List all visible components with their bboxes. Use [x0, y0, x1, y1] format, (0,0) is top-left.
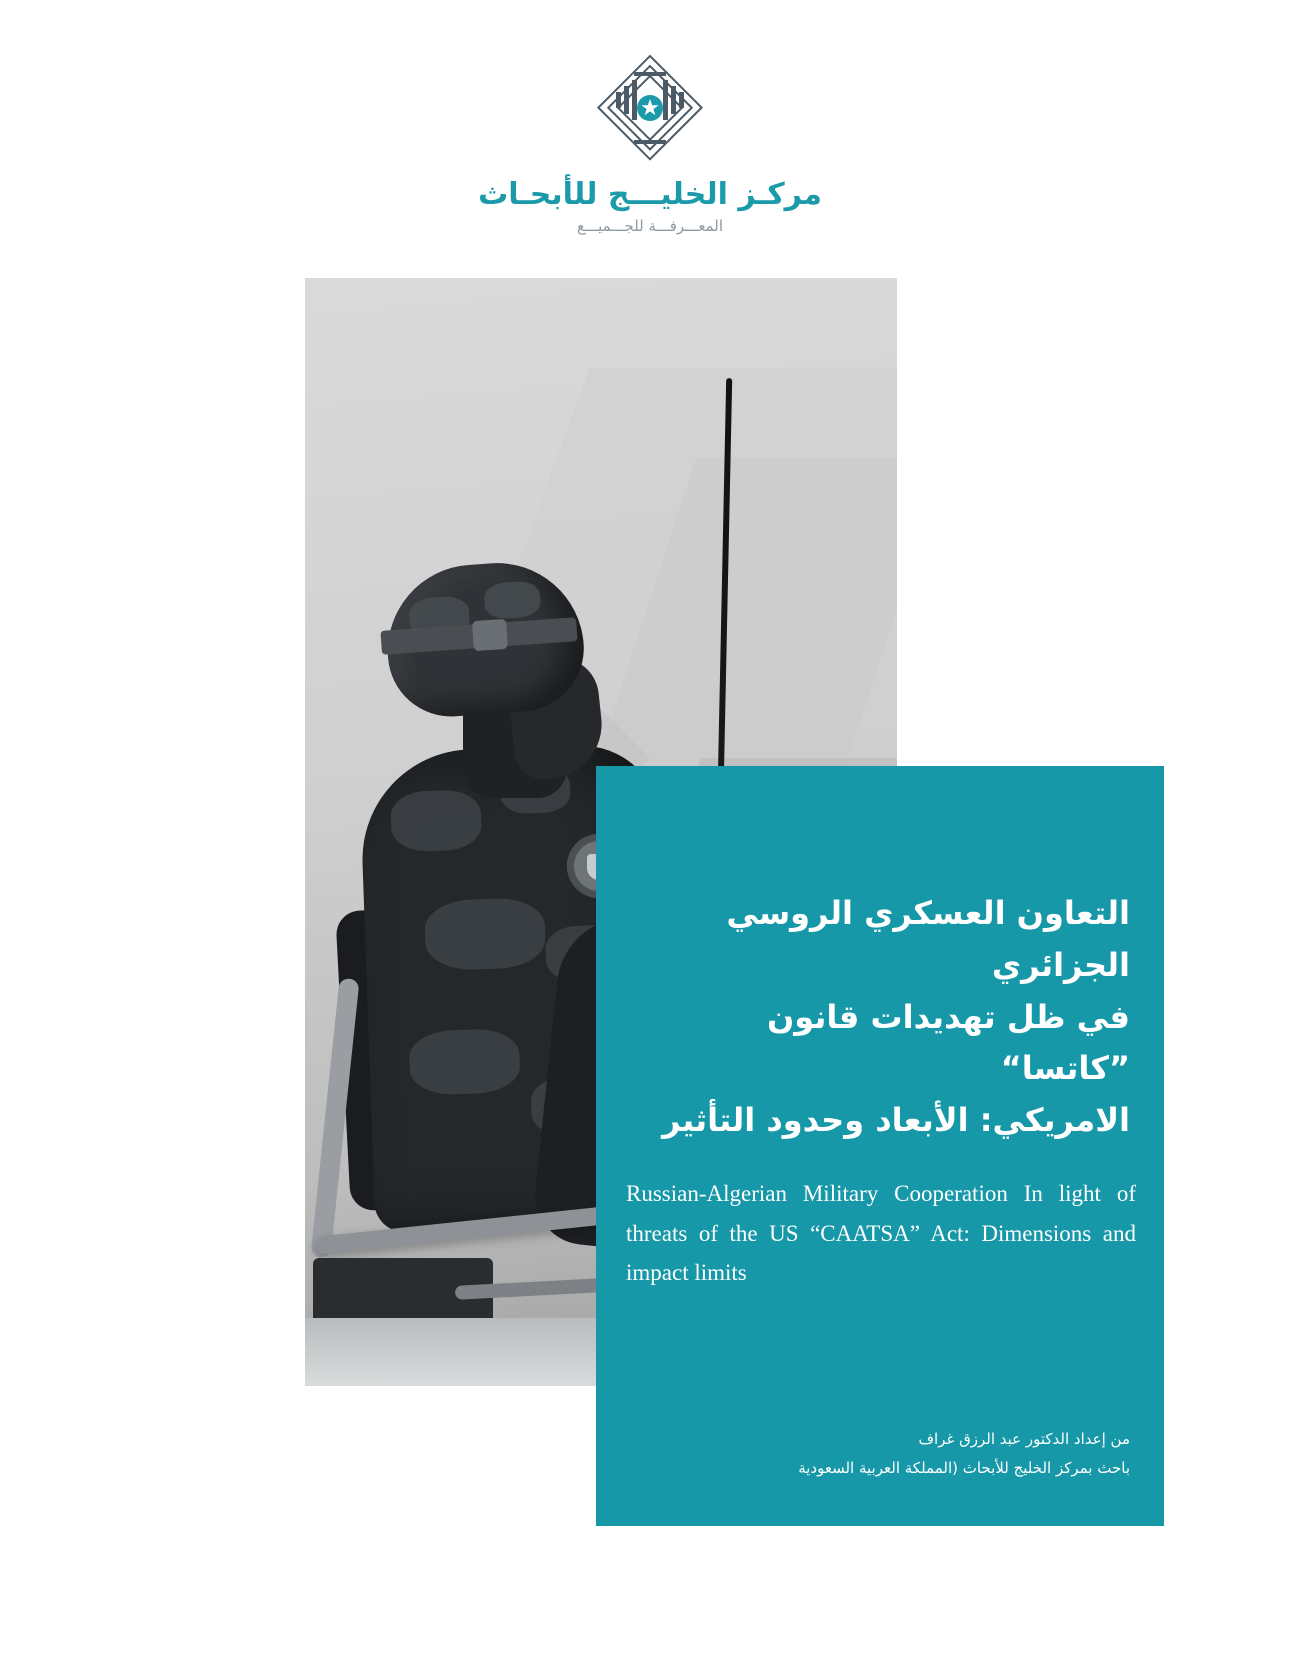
cover-title-panel: [596, 766, 1164, 1526]
cover-author-block: [630, 1425, 1130, 1482]
helmet-buckle-shape: [472, 619, 508, 651]
cover-title-arabic-line-1: التعاون العسكري الروسي الجزائري: [726, 894, 1130, 984]
brand-logo-block: [0, 52, 1300, 235]
brand-wordmark: مركـز الخليـــج للأبحـاث: [478, 177, 822, 212]
camo-patch: [483, 580, 541, 620]
cover-author-name: من إعداد الدكتور عبد الرزق غراف: [918, 1430, 1130, 1448]
cover-title-english: Russian-Algerian Military Cooperation In light of threats of the US “CAATSA” Act: Dimensions and impact limits: [626, 1181, 1136, 1286]
brand-tagline: المعـــرفـــة للجـــميـــع: [576, 217, 724, 235]
camo-patch: [408, 1028, 520, 1096]
camo-patch: [390, 789, 482, 852]
cover-author-affiliation: باحث بمركز الخليج للأبحاث (المملكة العربية السعودية: [798, 1458, 1130, 1477]
cover-title-arabic: [630, 888, 1130, 1147]
gulf-research-center-emblem-icon: [594, 52, 706, 164]
cover-title-arabic-line-3: الامريكي: الأبعاد وحدود التأثير: [662, 1101, 1130, 1140]
cover-title-arabic-line-2: في ظل تهديدات قانون ”كاتسا“: [766, 997, 1130, 1088]
camo-patch: [424, 897, 546, 971]
